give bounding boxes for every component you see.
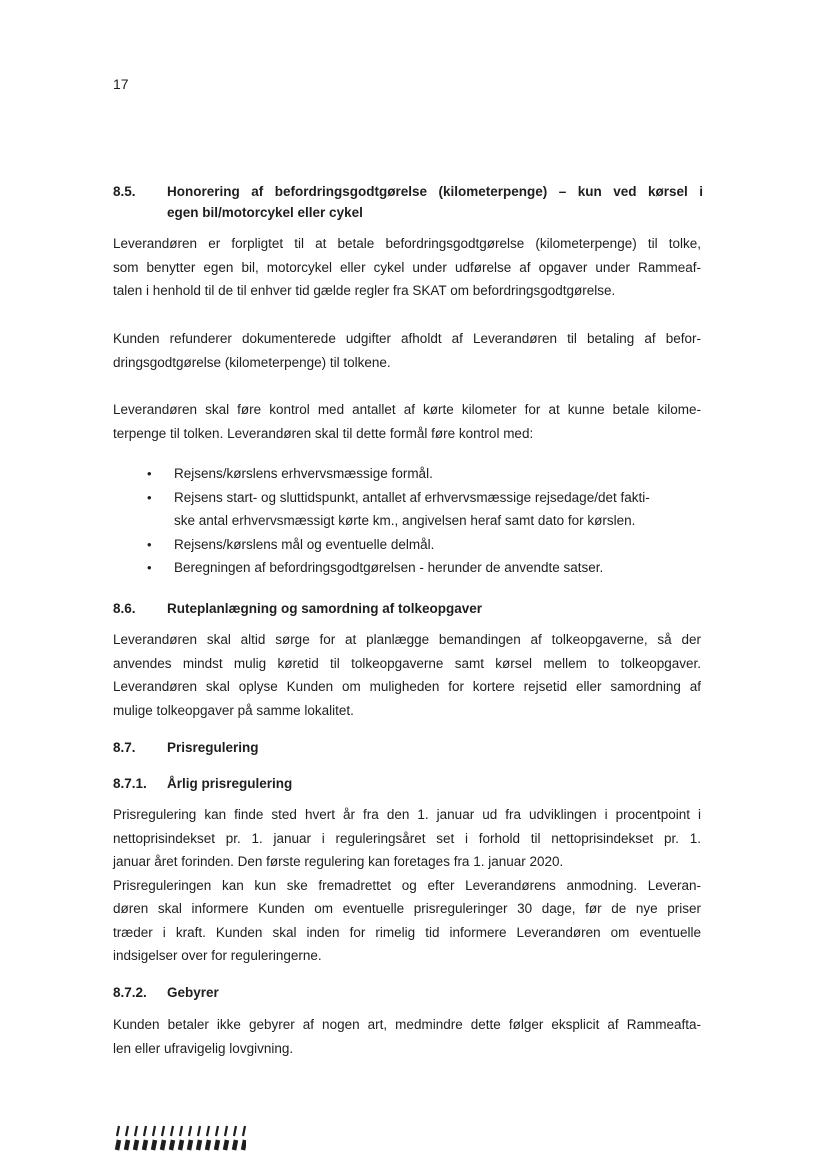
paragraph-line: Prisregulering kan finde sted hvert år fra den 1. januar ud fra udviklingen i procentpoint i [113, 807, 701, 822]
section-title: Årlig prisregulering [167, 776, 293, 791]
paragraph-line: Leverandøren skal oplyse Kunden om muligheden for kortere rejsetid eller samordning af [113, 679, 701, 694]
paragraph-2 [113, 327, 701, 374]
paragraph-line: Leverandøren er forpligtet til at betale befordringsgodtgørelse (kilometerpenge) til tolke, [113, 236, 701, 251]
list-item: • Rejsens start- og sluttidspunkt, antallet af erhvervsmæssige rejsedage/det fakti- ske antal erhvervsmæssigt kørte km., angivelsen heraf samt dato for kørslen. [113, 486, 703, 533]
paragraph-line: nettoprisindekset pr. 1. januar i reguleringsåret set i forhold til nettoprisindekset pr. 1. [113, 830, 701, 846]
paragraph-line: Leverandøren skal altid sørge for at planlægge bemandingen af tolkeopgaverne, så der [113, 632, 701, 647]
paragraph-line: træder i kraft. Kunden skal inden for rimelig tid informere Leverandøren om eventuelle [113, 924, 701, 940]
paragraph-1 [113, 232, 701, 303]
paragraph-line: Leverandøren skal føre kontrol med antallet af kørte kilometer for at kunne betale kilome- [113, 402, 701, 417]
paragraph-line: januar året forinden. Den første regulering kan foretages fra 1. januar 2020. [113, 854, 564, 869]
paragraph-line: mulige tolkeopgaver på samme lokalitet. [113, 702, 354, 718]
paragraph-line: anvendes mindst mulig køretid til tolkeopgaverne samt kørsel mellem to tolkeopgaver. [113, 655, 701, 671]
paragraph-line: len eller ufravigelig lovgivning. [113, 1040, 294, 1056]
section-number: 8.7. [113, 740, 136, 755]
paragraph-line: terpenge til tolken. Leverandøren skal til dette formål føre kontrol med: [113, 425, 534, 441]
document-stamp-icon [114, 1125, 246, 1151]
paragraph-4 [113, 628, 701, 722]
section-title: Ruteplanlægning og samordning af tolkeopgaver [167, 601, 483, 616]
section-number: 8.7.1. [113, 776, 147, 791]
paragraph-line: Prisreguleringen kan kun ske fremadrettet og efter Leverandørens anmodning. Leveran- [113, 877, 701, 893]
section-title: Gebyrer [167, 985, 219, 1000]
paragraph-line: Kunden refunderer dokumenterede udgifter afholdt af Leverandøren til betaling af befor- [113, 331, 701, 346]
section-number: 8.6. [113, 601, 136, 616]
section-heading-8-7-2 [113, 985, 703, 1005]
paragraph-line: som benytter egen bil, motorcykel eller cykel under udførelse af opgaver under Rammeaf- [113, 259, 701, 275]
paragraph-3 [113, 398, 701, 445]
paragraph-5 [113, 803, 701, 968]
paragraph-line: Kunden betaler ikke gebyrer af nogen art, medmindre dette følger eksplicit af Rammeafta- [113, 1017, 701, 1032]
paragraph-line: talen i henhold til de til enhver tid gælde regler fra SKAT om befordringsgodtgørelse. [113, 283, 616, 298]
section-number: 8.7.2. [113, 985, 147, 1000]
section-number: 8.5. [113, 184, 136, 199]
list-item: • Rejsens/kørslens mål og eventuelle delmål. [113, 533, 703, 557]
section-heading-8-7 [113, 740, 703, 760]
list-item: • Beregningen af befordringsgodtgørelsen - herunder de anvendte satser. [113, 556, 703, 580]
section-heading-8-5 [113, 184, 703, 228]
section-heading-8-6 [113, 601, 703, 621]
bullet-icon: • [147, 560, 152, 575]
section-title: Prisregulering [167, 740, 259, 755]
bullet-icon: • [147, 536, 152, 552]
bullet-icon: • [147, 489, 152, 505]
paragraph-6 [113, 1013, 701, 1060]
paragraph-line: dringsgodtgørelse (kilometerpenge) til tolkene. [113, 354, 391, 370]
section-heading-8-7-1 [113, 776, 703, 796]
paragraph-line: døren skal informere Kunden om eventuelle prisreguleringer 30 dage, før de nye priser [113, 901, 701, 916]
paragraph-line: indsigelser over for reguleringerne. [113, 948, 322, 963]
bullet-icon: • [147, 466, 152, 481]
page-number: 17 [113, 76, 129, 92]
section-title-line-2: egen bil/motorcykel eller cykel [167, 205, 363, 220]
bullet-list [113, 462, 703, 580]
section-title-line-1: Honorering af befordringsgodtgørelse (kilometerpenge) – kun ved kørsel i [167, 184, 703, 199]
list-item: • Rejsens/kørslens erhvervsmæssige formål. [113, 462, 703, 486]
